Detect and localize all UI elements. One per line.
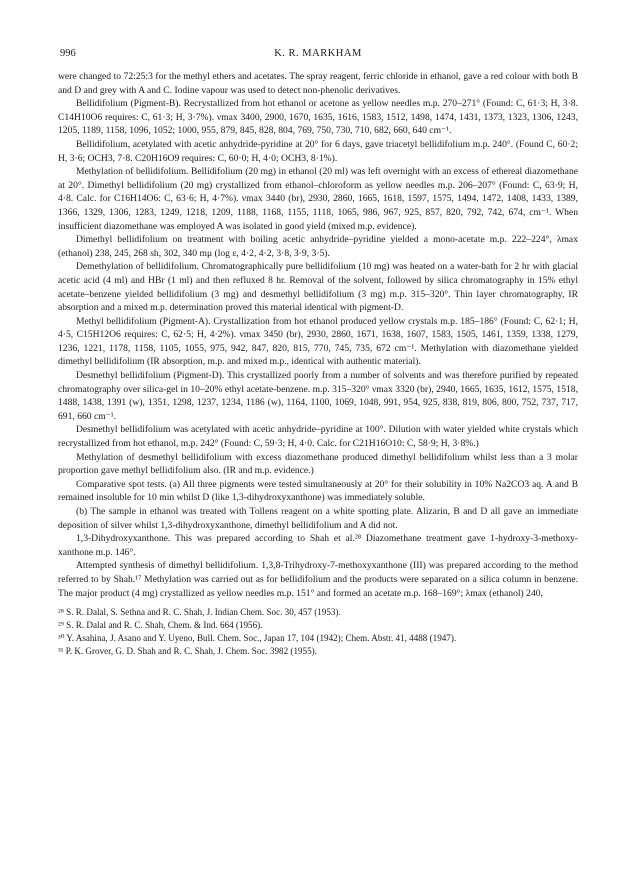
paragraph: Methylation of desmethyl bellidifolium with excess diazomethane produced dimethyl bellidifolium whilst less than a 3 molar proportion gave methyl bellidifolium also. (IR and m.p. evidence.) <box>58 451 578 477</box>
paragraph: Comparative spot tests. (a) All three pigments were tested simultaneously at 20° for their solubility in 10% Na2CO3 aq. A and B remained insoluble for 10 min whilst D (like 1,3-dihydroxyxanthone) was immediately soluble. <box>58 478 578 504</box>
paragraph: Methylation of bellidifolium. Bellidifolium (20 mg) in ethanol (20 ml) was left overnight with an excess of ethereal diazomethane at 20°. Dimethyl bellidifolium (20 mg) crystallized from ethanol–chloroform as yellow needles m.p. 206–207° (Found: C, 63·9; H, 4·8. Calc. for C16H14O6: C, 63·6; H, 4·7%). νmax 3440 (br), 2930, 2860, 1665, 1618, 1597, 1575, 1494, 1472, 1408, 1433, 1389, 1366, 1329, 1306, 1283, 1249, 1218, 1209, 1188, 1168, 1155, 1118, 1065, 986, 967, 925, 857, 820, 792, 742, 674, cm⁻¹. When insufficient diazomethane was employed A was isolated in good yield (mixed m.p. evidence). <box>58 166 578 232</box>
footnote: ²⁸ S. R. Dalal, S. Sethna and R. C. Shah, J. Indian Chem. Soc. 30, 457 (1953). <box>58 607 341 618</box>
paragraph: Bellidifolium, acetylated with acetic anhydride-pyridine at 20° for 6 days, gave triacetyl bellidifolium m.p. 240°. (Found C, 60·2; H, 3·6; OCH3, 7·8. C20H16O9 requires: C, 60·0; H, 4·0; OCH3, 8·1%). <box>58 138 578 164</box>
running-author: K. R. MARKHAM <box>274 48 362 59</box>
paragraph: were changed to 72:25:3 for the methyl ethers and acetates. The spray reagent, ferric chloride in ethanol, gave a red colour with both B and D and grey with A and C. Iodine vapour was used to detect non-phenolic derivatives. <box>58 71 578 96</box>
paragraph: Desmethyl bellidifolium (Pigment-D). This crystallized poorly from a number of solvents and was therefore purified by repeated chromatography over silica-gel in 10–20% ethyl acetate-benzene. m.p. 315–320° νmax 3320 (br), 2940, 1665, 1635, 1612, 1575, 1518, 1488, 1438, 1391 (w), 1351, 1298, 1237, 1234, 1186 (w), 1164, 1100, 1069, 1048, 991, 954, 925, 838, 819, 806, 800, 752, 737, 717, 691, 660 cm⁻¹. <box>58 370 578 422</box>
paragraph: Demethylation of bellidifolium. Chromatographically pure bellidifolium (10 mg) was heated on a water-bath for 2 hr with glacial acetic acid (4 ml) and HBr (1 ml) and then refluxed 8 hr. Removal of the solvent, followed by silica chromatography in 15% ethyl acetate–benzene yielded bellidifolium (3 mg) and desmethyl bellidifolium (3 mg) m.p. 315–320°. Thin layer chromatography, IR absorption and a mixed m.p. determination proved this material identical with pigment-D. <box>58 261 578 314</box>
footnote: ³⁰ Y. Asahina, J. Asano and Y. Uyeno, Bull. Chem. Soc., Japan 17, 104 (1942); Chem. Abstr. 41, 4488 (1947). <box>58 633 457 644</box>
footnotes <box>58 606 578 658</box>
paragraph: Dimethyl bellidifolium on treatment with boiling acetic anhydride–pyridine yielded a mono-acetate m.p. 222–224°, λmax (ethanol) 238, 245, 268 sh, 302, 340 mμ (log ε, 4·2, 4·2, 3·8, 3·9, 3·5). <box>58 234 578 259</box>
paragraph: Bellidifolium (Pigment-B). Recrystallized from hot ethanol or acetone as yellow needles m.p. 270–271° (Found: C, 61·3; H, 3·8. C14H10O6 requires: C, 61·3; H, 3·7%). νmax 3400, 2900, 1670, 1635, 1616, 1583, 1512, 1498, 1474, 1431, 1373, 1323, 1306, 1243, 1205, 1189, 1158, 1096, 1052; 1000, 955, 879, 845, 828, 804, 769, 750, 730, 710, 682, 660, 640 cm⁻¹. <box>58 98 578 137</box>
footnote: ²⁹ S. R. Dalal and R. C. Shah, Chem. & Ind. 664 (1956). <box>58 620 263 631</box>
paragraph: Desmethyl bellidifolium was acetylated with acetic anhydride–pyridine at 100°. Dilution with water yielded white crystals which recrystallized from hot ethanol, m.p. 242° (Found: C, 59·3; H, 4·0. Calc. for C21H16O10: C, 58·9; H, 3·8%.) <box>58 424 578 450</box>
journal-page <box>58 48 578 658</box>
paragraph: Attempted synthesis of dimethyl bellidifolium. 1,3,8-Trihydroxy-7-methoxyxanthone (III) was prepared according to the method referred to by Shah.¹⁷ Methylation was carried out as for bellidifolium and the products were separated on a silica column in benzene. The major product (4 mg) crystallized as yellow needles m.p. 151° and formed an acetate m.p. 168–169°; λmax (ethanol) 240, <box>58 560 578 599</box>
paragraph: Methyl bellidifolium (Pigment-A). Crystallization from hot ethanol produced yellow crystals m.p. 185–186° (Found: C, 62·1; H, 4·5, C15H12O6 requires: C, 62·5; H, 4·2%). νmax 3450 (br), 2930, 2860, 1671, 1638, 1607, 1583, 1505, 1461, 1359, 1338, 1279, 1236, 1221, 1178, 1158, 1105, 1055, 975, 942, 847, 820, 815, 770, 745, 735, 672 cm⁻¹. Methylation with diazomethane yielded dimethyl bellidifolium (IR absorption, m.p. and mixed m.p., identical with authentic material). <box>58 315 578 368</box>
article-body <box>58 70 578 600</box>
running-header <box>58 48 578 70</box>
footnote: ³¹ P. K. Grover, G. D. Shah and R. C. Shah, J. Chem. Soc. 3982 (1955). <box>58 646 317 657</box>
page-number: 996 <box>60 48 76 59</box>
paragraph: 1,3-Dihydroxyxanthone. This was prepared according to Shah et al.²⁸ Diazomethane treatment gave 1-hydroxy-3-methoxy-xanthone m.p. 146°. <box>58 533 578 558</box>
paragraph: (b) The sample in ethanol was treated with Tollens reagent on a white spotting plate. Alizarin, B and D all gave an immediate deposition of silver whilst 1,3-dihydroxyxanthone, dimethyl bellidifolium and A did not. <box>58 506 578 531</box>
